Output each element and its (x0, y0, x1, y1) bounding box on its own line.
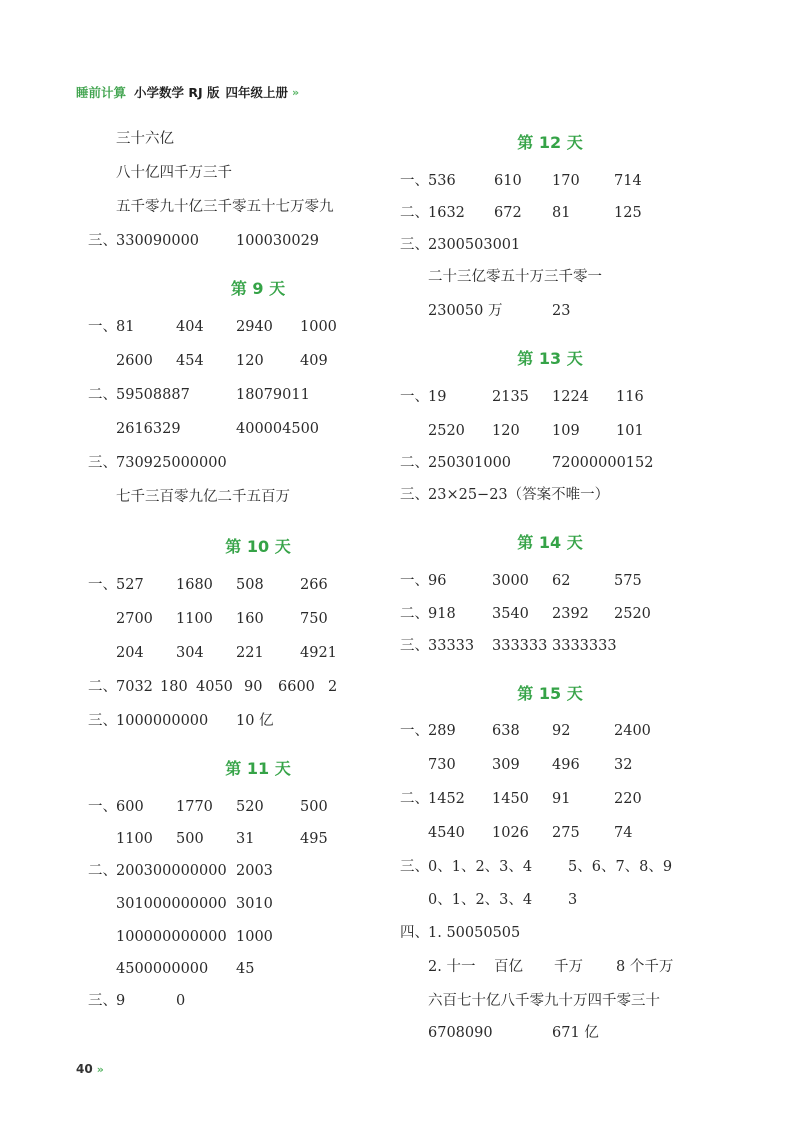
answer-value: 18079011 (236, 387, 310, 403)
section-label: 一、 (88, 799, 117, 815)
answer-value: 百亿 (494, 959, 523, 975)
answer-value: 301000000000 (116, 896, 227, 912)
section-label: 三、 (88, 993, 117, 1009)
answer-value: 1770 (176, 799, 213, 815)
answer-value: 120 (492, 423, 520, 439)
answer-value: 2 (328, 679, 338, 695)
answer-value: 204 (116, 645, 144, 661)
answer-value: 1632 (428, 205, 465, 221)
section-label: 二、 (400, 791, 429, 807)
section-label: 一、 (400, 389, 429, 405)
answer-value: 7032 (116, 679, 153, 695)
answer-value: 266 (300, 577, 328, 593)
answer-value: 275 (552, 825, 580, 841)
answer-value: 500 (176, 831, 204, 847)
answer-value: 32 (614, 757, 633, 773)
section-label: 三、 (400, 237, 429, 253)
answer-value: 1680 (176, 577, 213, 593)
answer-value: 714 (614, 173, 642, 189)
answer-value: 109 (552, 423, 580, 439)
answer-value: 536 (428, 173, 456, 189)
answer-value: 116 (616, 389, 644, 405)
answer-value: 672 (494, 205, 522, 221)
day-title: 第 10 天 (225, 537, 291, 556)
chevron-right-icon: » (96, 1062, 102, 1076)
answer-value: 100000000000 (116, 929, 227, 945)
answer-text: 七千三百零九亿二千五百万 (116, 489, 290, 505)
answer-value: 2003 (236, 863, 273, 879)
answer-value: 125 (614, 205, 642, 221)
answer-value: 59508887 (116, 387, 190, 403)
answer-value: 120 (236, 353, 264, 369)
answer-value: 5、6、7、8、9 (568, 859, 673, 875)
section-label: 三、 (88, 455, 117, 471)
section-label: 二、 (88, 679, 117, 695)
answer-text: 八十亿四千万三千 (116, 165, 232, 181)
chevron-right-icon: » (292, 85, 298, 99)
section-label: 二、 (400, 606, 429, 622)
answer-value: 400004500 (236, 421, 320, 437)
section-label: 二、 (88, 863, 117, 879)
section-label: 二、 (88, 387, 117, 403)
answer-value: 730925000000 (116, 455, 227, 471)
answer-value: 90 (244, 679, 263, 695)
answer-value: 4540 (428, 825, 465, 841)
answer-text: 五千零九十亿三千零五十七万零九 (116, 199, 334, 215)
answer-value: 0、1、2、3、4 (428, 859, 533, 875)
section-label: 三、 (88, 713, 117, 729)
answer-value: 100030029 (236, 233, 320, 249)
answer-value: 1000000000 (116, 713, 209, 729)
answer-value: 495 (300, 831, 328, 847)
page-footer (76, 1062, 102, 1076)
section-label: 二、 (400, 455, 429, 471)
answer-value: 74 (614, 825, 633, 841)
header-volume: 四年级上册 (225, 85, 289, 100)
answer-value: 333333 (492, 638, 548, 654)
answer-value: 62 (552, 573, 571, 589)
answer-value: 527 (116, 577, 144, 593)
answer-value: 496 (552, 757, 580, 773)
section-label: 三、 (400, 487, 429, 503)
day-title: 第 9 天 (230, 279, 286, 298)
answer-value: 4921 (300, 645, 337, 661)
answer-value: 10 亿 (236, 713, 274, 729)
answer-value: 33333 (428, 638, 475, 654)
answer-value: 180 (160, 679, 188, 695)
answer-value: 2616329 (116, 421, 181, 437)
answer-value: 81 (552, 205, 571, 221)
answer-value: 23×25−23（答案不唯一） (428, 487, 610, 503)
answer-value: 45 (236, 961, 255, 977)
answer-value: 330090000 (116, 233, 200, 249)
answer-value: 1000 (300, 319, 337, 335)
answer-value: 81 (116, 319, 135, 335)
answer-value: 3540 (492, 606, 529, 622)
answer-value: 220 (614, 791, 642, 807)
page-number: 40 (76, 1062, 93, 1076)
answer-value: 96 (428, 573, 447, 589)
answer-value: 2300503001 (428, 237, 521, 253)
section-label: 三、 (88, 233, 117, 249)
answer-value: 8 个千万 (616, 959, 674, 975)
answer-value: 750 (300, 611, 328, 627)
answer-value: 160 (236, 611, 264, 627)
answer-value: 1026 (492, 825, 529, 841)
day-title: 第 11 天 (225, 759, 291, 778)
answer-value: 454 (176, 353, 204, 369)
answer-value: 9 (116, 993, 126, 1009)
answer-value: 1452 (428, 791, 465, 807)
day-title: 第 13 天 (517, 349, 583, 368)
answer-value: 6600 (278, 679, 315, 695)
answer-value: 2520 (428, 423, 465, 439)
section-label: 一、 (88, 319, 117, 335)
answer-value: 575 (614, 573, 642, 589)
answer-value: 500 (300, 799, 328, 815)
answer-value: 2700 (116, 611, 153, 627)
answer-value: 404 (176, 319, 204, 335)
answer-value: 72000000152 (552, 455, 654, 471)
section-label: 三、 (400, 859, 429, 875)
answer-value: 0、1、2、3、4 (428, 892, 533, 908)
answer-value: 304 (176, 645, 204, 661)
answer-value: 19 (428, 389, 447, 405)
section-label: 一、 (400, 723, 429, 739)
answer-value: 1224 (552, 389, 589, 405)
answer-value: 2. 十一 (428, 959, 476, 975)
answer-value: 1100 (176, 611, 213, 627)
answer-value: 671 亿 (552, 1025, 599, 1041)
answer-value: 1. 50050505 (428, 925, 521, 941)
answer-value: 6708090 (428, 1025, 493, 1041)
answer-value: 600 (116, 799, 144, 815)
answer-text: 二十三亿零五十万三千零一 (428, 269, 602, 285)
answer-value: 92 (552, 723, 571, 739)
answer-value: 3000 (492, 573, 529, 589)
section-label: 一、 (400, 573, 429, 589)
answer-value: 2520 (614, 606, 651, 622)
answer-text: 六百七十亿八千零九十万四千零三十 (428, 993, 660, 1009)
section-label: 二、 (400, 205, 429, 221)
answer-text: 三十六亿 (116, 131, 174, 147)
day-title: 第 12 天 (517, 133, 583, 152)
answer-value: 508 (236, 577, 264, 593)
answer-value: 409 (300, 353, 328, 369)
answer-value: 200300000000 (116, 863, 227, 879)
answer-value: 2392 (552, 606, 589, 622)
answer-value: 309 (492, 757, 520, 773)
day-title: 第 14 天 (517, 533, 583, 552)
section-label: 一、 (400, 173, 429, 189)
header-brand: 睡前计算 (76, 85, 127, 100)
answer-value: 610 (494, 173, 522, 189)
answer-value: 3333333 (552, 638, 617, 654)
answer-value: 3 (568, 892, 578, 908)
answer-value: 1100 (116, 831, 153, 847)
day-title: 第 15 天 (517, 684, 583, 703)
answer-value: 2940 (236, 319, 273, 335)
answer-value: 23 (552, 303, 571, 319)
answer-value: 2600 (116, 353, 153, 369)
answer-value: 2400 (614, 723, 651, 739)
section-label: 三、 (400, 638, 429, 654)
answer-value: 520 (236, 799, 264, 815)
answer-value: 0 (176, 993, 186, 1009)
answer-value: 2135 (492, 389, 529, 405)
answer-value: 3010 (236, 896, 273, 912)
answer-value: 91 (552, 791, 571, 807)
answer-value: 101 (616, 423, 644, 439)
answer-value: 230050 万 (428, 303, 503, 319)
answer-value: 918 (428, 606, 456, 622)
answer-value: 31 (236, 831, 255, 847)
header-grade: 小学数学 RJ 版 (134, 85, 220, 100)
answer-value: 1000 (236, 929, 273, 945)
answer-value: 250301000 (428, 455, 512, 471)
answer-value: 170 (552, 173, 580, 189)
answer-value: 千万 (554, 959, 583, 975)
answer-value: 221 (236, 645, 264, 661)
answer-value: 638 (492, 723, 520, 739)
answer-value: 4050 (196, 679, 233, 695)
answer-value: 1450 (492, 791, 529, 807)
section-label: 四、 (400, 925, 429, 941)
section-label: 一、 (88, 577, 117, 593)
answer-value: 289 (428, 723, 456, 739)
answer-value: 730 (428, 757, 456, 773)
page-header (76, 80, 297, 104)
answer-value: 4500000000 (116, 961, 209, 977)
